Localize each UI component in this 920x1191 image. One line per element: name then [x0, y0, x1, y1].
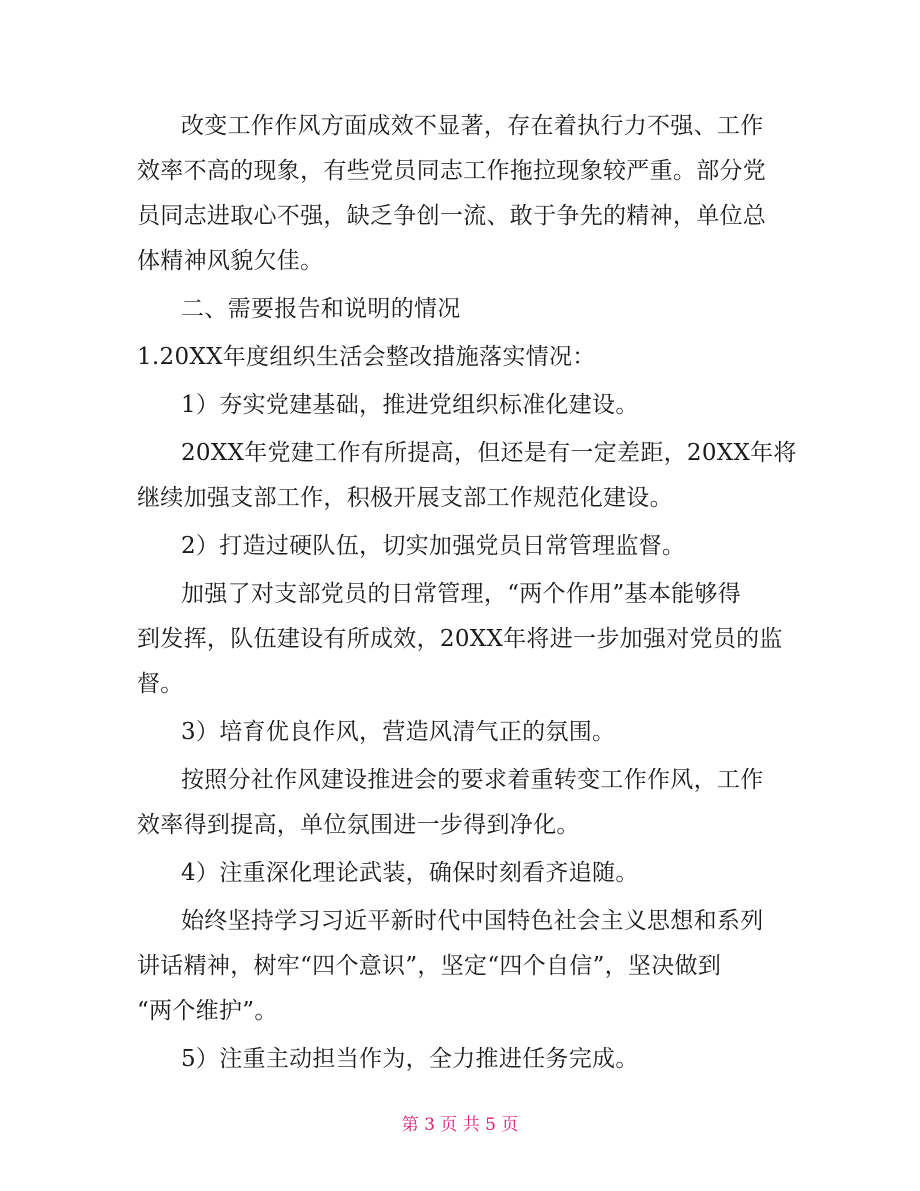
body-line: 始终坚持学习习近平新时代中国特色社会主义思想和系列	[181, 908, 764, 934]
item-heading: 3）培育优良作风，营造风清气正的氛围。	[181, 719, 616, 745]
item-heading: 2）打造过硬队伍，切实加强党员日常管理监督。	[181, 533, 686, 559]
body-line: 继续加强支部工作，积极开展支部工作规范化建设。	[137, 485, 673, 511]
body-line: 讲话精神，树牢“四个意识”，坚定“四个自信”，坚决做到	[137, 953, 722, 979]
section-heading: 二、需要报告和说明的情况	[181, 296, 461, 322]
body-line: 20XX年党建工作有所提高，但还是有一定差距，20XX年将	[181, 440, 797, 466]
subsection-heading: 1.20XX年度组织生活会整改措施落实情况：	[137, 344, 596, 370]
item-heading: 5）注重主动担当作为，全力推进任务完成。	[181, 1046, 639, 1072]
body-line: 督。	[137, 671, 184, 697]
body-line: 改变工作作风方面成效不显著，存在着执行力不强、工作	[181, 113, 764, 139]
item-heading: 1）夯实党建基础，推进党组织标准化建设。	[181, 392, 639, 418]
page-number-footer: 第 3 页 共 5 页	[401, 1115, 519, 1135]
body-line: 体精神风貌欠佳。	[137, 248, 324, 274]
body-line: 到发挥，队伍建设有所成效，20XX年将进一步加强对党员的监	[137, 626, 783, 652]
item-heading: 4）注重深化理论武装，确保时刻看齐追随。	[181, 860, 639, 886]
body-line: “两个维护”。	[137, 998, 278, 1024]
body-line: 按照分社作风建设推进会的要求着重转变工作作风，工作	[181, 767, 764, 793]
body-line: 员同志进取心不强，缺乏争创一流、敢于争先的精神，单位总	[137, 203, 767, 229]
body-line: 效率不高的现象，有些党员同志工作拖拉现象较严重。部分党	[137, 158, 767, 184]
body-line: 效率得到提高，单位氛围进一步得到净化。	[137, 812, 580, 838]
body-line: 加强了对支部党员的日常管理，“两个作用”基本能够得	[181, 581, 742, 607]
